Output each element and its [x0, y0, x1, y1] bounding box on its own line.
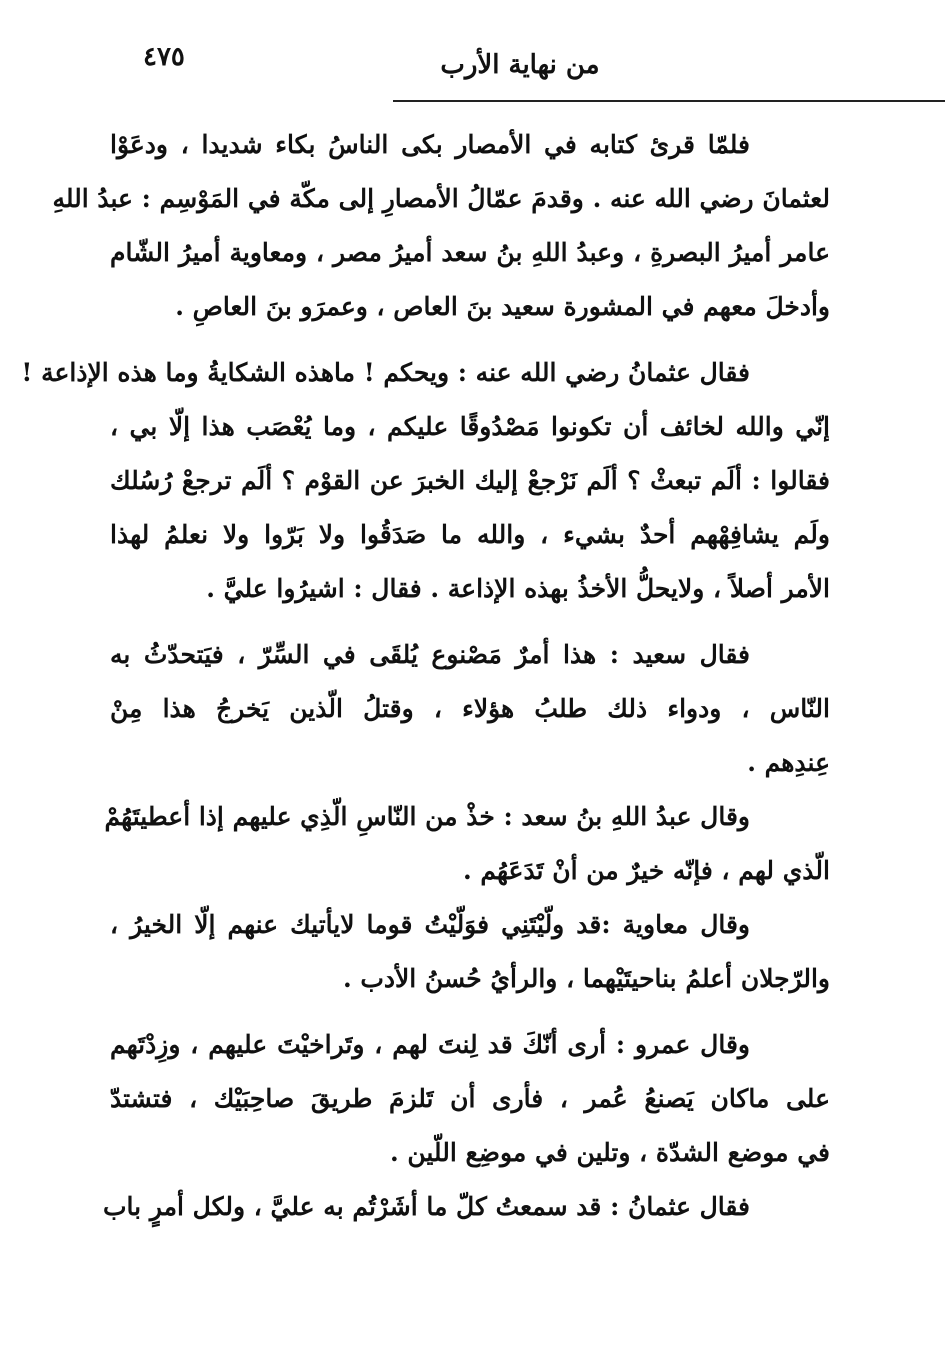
text-line: وقال عبدُ اللهِ بنُ سعد : خذْ من النّاسِ الّذِي عليهم إذا أعطيتَهُمْ — [104, 802, 750, 831]
page-header — [125, 38, 825, 98]
paragraph-gap — [110, 1006, 830, 1018]
text-line: فلمّا قرئ كتابه في الأمصار بكى الناسُ بكاء شديدا ، ودعَوْا — [110, 130, 750, 159]
running-title: من نهاية الأرب — [440, 50, 600, 80]
header-rule — [393, 100, 945, 102]
text-line: الأمر أصلاً ، ولايحلُّ الأخذُ بهذه الإذاعة . فقال : اشيرُوا عليَّ . — [206, 574, 830, 603]
text-line: فقال عثمانُ : قد سمعتُ كلّ ما أشَرْتُم به عليَّ ، ولكل أمرٍ باب — [103, 1192, 750, 1221]
text-line: إنّي والله لخائف أن تكونوا مَصْدُوقًا عليكم ، وما يُعْصَب هذا إلّا بي ، — [110, 412, 830, 441]
text-line: ولَم يشافِهْهم أحدٌ بشيء ، والله ما صَدَقُوا ولا بَرّوا ولا نعلمُ لهذا — [110, 520, 830, 549]
page-number: ٤٧٥ — [143, 42, 185, 72]
paragraph — [52, 118, 830, 334]
body-text — [21, 118, 830, 1234]
text-line: وقال عمرو : أرى أنّكَ قد لِنتَ لهم ، وتَراخيْتَ عليهم ، وزِدْتَهم — [110, 1030, 750, 1059]
text-line: وقال معاوية :قد ولّيْتَنِي فوَلّيْتُ قوما لايأتيك عنهم إلّا الخيرُ ، — [110, 910, 750, 939]
text-line: الّذي لهم ، فإنّه خيرٌ من أنْ تَدَعَهُم . — [462, 856, 830, 885]
text-line: عامر أميرُ البصرةِ ، وعبدُ اللهِ بنُ سعد أميرُ مصر ، ومعاوية أميرُ الشّام — [110, 238, 830, 267]
text-line: النّاس ، ودواء ذلك طلبُ هؤلاء ، وقتلُ الّذين يَخرجُ هذا مِنْ — [110, 694, 830, 723]
text-line: في موضع الشدّة ، وتلين في موضِع اللّين . — [389, 1138, 830, 1167]
paragraph-gap — [110, 616, 830, 628]
text-line: عِندِهم . — [747, 748, 830, 777]
text-line: وأدخلَ معهم في المشورة سعيد بنَ العاص ، وعمرَو بنَ العاصِ . — [175, 292, 830, 321]
text-line: لعثمانَ رضي الله عنه . وقدمَ عمّالُ الأمصارِ إلى مكّة في المَوْسِم : عبدُ اللهِ — [52, 184, 830, 213]
text-line: فقالوا : ألَم تبعثْ ؟ ألَم نَرْجعْ إليك الخبرَ عن القوْم ؟ ألَم ترجعْ رُسُلك — [110, 466, 830, 495]
paragraph — [103, 1180, 830, 1234]
paragraph — [110, 898, 830, 1006]
paragraph — [110, 1018, 830, 1180]
paragraph-gap — [110, 334, 830, 346]
text-line: فقال عثمانُ رضي الله عنه : ويحكم ! ماهذه الشكايةُ وما هذه الإذاعة ! — [21, 358, 750, 387]
paragraph — [21, 346, 830, 616]
paragraph — [110, 628, 830, 790]
text-line: على ماكان يَصنعُ عُمر ، فأرى أن تَلزمَ طريقَ صاحِبَيْك ، فتشتدّ — [110, 1084, 830, 1113]
text-line: فقال سعيد : هذا أمرٌ مَصْنوع يُلقَى في السِّرّ ، فيَتحدّثُ به — [110, 640, 750, 669]
paragraph — [104, 790, 830, 898]
text-line: والرّجلان أعلمُ بناحيتَيْهما ، والرأيُ حُسنُ الأدب . — [342, 964, 830, 993]
